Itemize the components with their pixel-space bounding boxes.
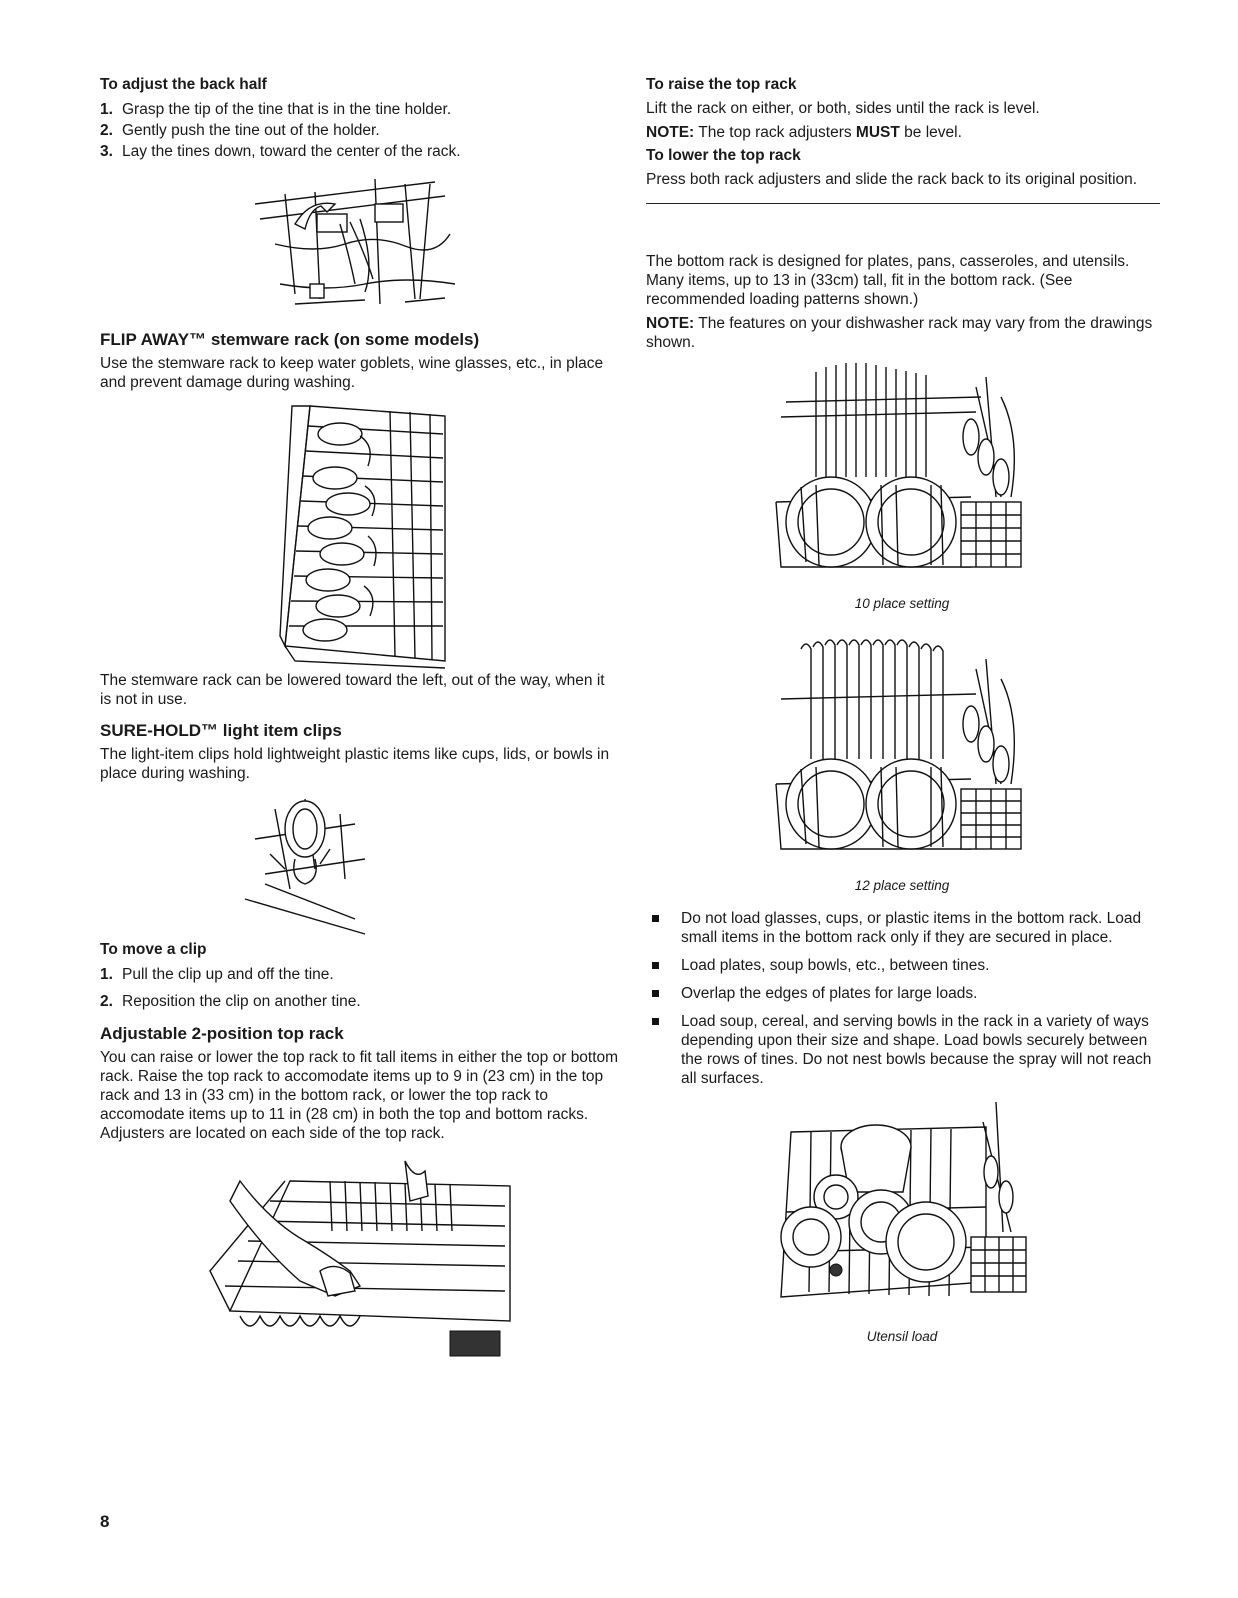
bullet-icon — [646, 956, 681, 975]
twelve-place-setting-caption: 12 place setting — [854, 878, 950, 893]
list-item: Do not load glasses, cups, or plastic items in the bottom rack. Load small items in the bottom rack only if they are secured in place. — [646, 909, 1158, 947]
list-item: 1. Grasp the tip of the tine that is in the tine holder. — [100, 101, 452, 118]
top-rack-adjuster-illustration — [100, 1161, 620, 1361]
light-item-clip-illustration — [100, 797, 620, 937]
utensil-load-caption: Utensil load — [866, 1329, 938, 1344]
raise-top-rack-note: NOTE: The top rack adjusters MUST be level. — [646, 124, 962, 141]
flip-away-heading: FLIP AWAY™ stemware rack (on some models) — [100, 330, 480, 349]
loading-tips-list — [646, 909, 1158, 1088]
page-number: 8 — [100, 1512, 110, 1531]
move-clip-heading: To move a clip — [100, 941, 207, 958]
sure-hold-heading: SURE-HOLD™ light item clips — [100, 721, 342, 740]
list-item: 3. Lay the tines down, toward the center of the rack. — [100, 143, 461, 160]
bullet-icon — [646, 984, 681, 1003]
twelve-place-setting-illustration — [646, 639, 1158, 874]
raise-top-rack-body: Lift the rack on either, or both, sides until the rack is level. — [646, 100, 1040, 117]
adjust-back-half-heading: To adjust the back half — [100, 76, 267, 93]
list-item: 1. Pull the clip up and off the tine. — [100, 966, 334, 983]
tine-holder-illustration — [100, 174, 620, 324]
list-item: Load plates, soup bowls, etc., between tines. — [646, 956, 1158, 975]
adjustable-top-rack-heading: Adjustable 2-position top rack — [100, 1024, 344, 1043]
right-column — [646, 76, 1158, 1344]
bottom-rack-body: The bottom rack is designed for plates, pans, casseroles, and utensils. Many items, up to 13 in (33cm) tall, fit in the bottom rack. (See recommended loading patterns shown.) — [646, 253, 1130, 308]
ten-place-setting-caption: 10 place setting — [854, 596, 950, 611]
left-column — [100, 76, 620, 1361]
raise-top-rack-heading: To raise the top rack — [646, 76, 797, 93]
adjust-back-half-steps — [100, 99, 620, 162]
section-divider — [646, 203, 1160, 204]
list-item: Load soup, cereal, and serving bowls in the rack in a variety of ways depending upon their size and shape. Load bowls securely between the rows of tines. Do not nest bowls because the spray will not reach all surfaces. — [646, 1012, 1158, 1088]
bottom-rack-note: NOTE: The features on your dishwasher rack may vary from the drawings shown. — [646, 315, 1153, 351]
bullet-icon — [646, 909, 681, 947]
ten-place-setting-illustration — [646, 357, 1158, 592]
utensil-load-illustration — [646, 1100, 1158, 1325]
list-item: 2. Gently push the tine out of the holder. — [100, 122, 380, 139]
lower-top-rack-heading: To lower the top rack — [646, 147, 801, 164]
move-clip-steps — [100, 964, 620, 1012]
list-item: Overlap the edges of plates for large loads. — [646, 984, 1158, 1003]
adjustable-top-rack-body: You can raise or lower the top rack to fit tall items in either the top or bottom rack. Raise the top rack to accomodate items up to 9 in (23 cm) in the top rack and 13 in (33 cm) in the bottom rack, or lower the top rack to accomodate items up to 11 in (28 cm) in both the top and bottom racks. Adjusters are located on each side of the top rack. — [100, 1049, 619, 1142]
stemware-rack-illustration — [100, 398, 620, 663]
lower-top-rack-body: Press both rack adjusters and slide the rack back to its original position. — [646, 171, 1138, 188]
flip-away-body: Use the stemware rack to keep water goblets, wine glasses, etc., in place and prevent damage during washing. — [100, 355, 604, 391]
sure-hold-body: The light-item clips hold lightweight plastic items like cups, lids, or bowls in place during washing. — [100, 746, 610, 782]
flip-away-after: The stemware rack can be lowered toward the left, out of the way, when it is not in use. — [100, 672, 605, 708]
list-item: 2. Reposition the clip on another tine. — [100, 993, 361, 1010]
bullet-icon — [646, 1012, 681, 1088]
